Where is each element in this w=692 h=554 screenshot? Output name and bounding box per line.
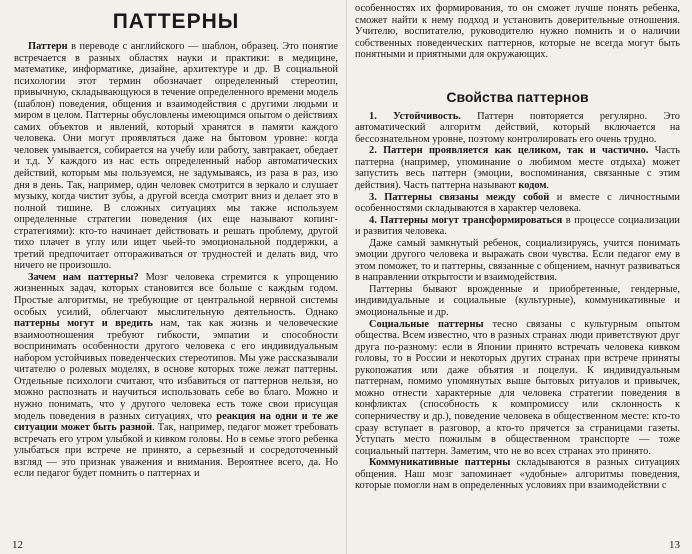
list-item-transform: [355, 215, 680, 238]
item-heading: 3. Паттерны связаны между собой: [369, 191, 550, 203]
text: . Так, например, педагог может требовать встречать его утром улыбкой и кивком головы. Но в семье этого ребенка улыбаться при встрече не принято, а серьезный и сосредоточенный взгляд — это признак уважения и внимания. Вероятнее всего, да. Но если педагог будет помнить о паттернах и: [14, 422, 338, 480]
text: Мозг человека стремится к упрощению жизненных задач, которых становится все больше с каждым годом. Простые алгоритмы, не требующие от центральной нервной системы особых усилий, облегчают мыслительную деятельность. Однако: [14, 271, 338, 318]
section-heading: Свойства паттернов: [446, 88, 589, 105]
term-communicative-patterns: Коммуникативные паттерны: [369, 457, 511, 469]
text: нам, так как жизнь и человеческие взаимоотношения требуют гибкости, эмпатии и способности воспринимать особенности другого человека с его индивидуальным набором устойчивых поведенческих стереотипов. Мы уже рассказывали читателю о ролевых моделях, в основе которых тоже лежат паттерны. Отдельные психологи считают, что избавиться от паттернов нельзя, но можно распознать и научиться использовать себе во благо. Можно и нужно понимать, что у другого человека есть тоже свои присущая модель поведения в разных ситуациях, что: [14, 318, 338, 422]
paragraph-pattern-types: Паттерны бывают врожденные и приобретенные, гендерные, индивидуальные и социальные (культурные), коммуникативные и эмоциональные и др.: [355, 283, 680, 319]
paragraph-child-socialization: Даже самый замкнутый ребенок, социализируясь, учится понимать эмоции другого человека и выражать свои чувства. Если педагог ему в этом поможет, то и паттерны, связанные с общением, начнут развиваться в направлении открытости и взаимодействия.: [355, 237, 680, 284]
right-page: [346, 0, 692, 554]
paragraph-why-patterns: [14, 272, 338, 480]
question-why-patterns: Зачем нам паттерны?: [28, 271, 139, 283]
term-pattern: Паттерн: [28, 41, 68, 52]
emphasis-different-reaction: реакция на одни и те же ситуации может быть разной: [14, 410, 338, 434]
emphasis-patterns-harm: паттерны могут и вредить: [14, 318, 153, 330]
item-heading: 1. Устойчивость.: [369, 110, 461, 122]
paragraph-communicative-patterns: [355, 457, 680, 492]
paragraph-continuation: особенностях их формирования, то он сможет лучше понять ребенка, сможет найти к нему подход и установить доверительные отношения. Учителю, воспитателю, руководителю нужно помнить и о наличии собственных поведенческих паттернов, которые не всегда могут быть понятными и приятными для окружающих.: [355, 3, 680, 61]
paragraph-social-patterns: [355, 319, 680, 458]
text: в переводе с английского — шаблон, образец. Это понятие встречается в разных областях науки и практики: в медицине, математике, информатике, дизайне, архитектуре и др. В социальной психологии этот термин обозначает определенный стереотип, привычную, складывающуюся в течение определенного времени модель (шаблон) поведения, общения и взаимодействия с другими людьми и миром в целом. Паттерны обусловлены имеющимся опытом о действиях самих объектов и явлений, который хранятся в памяти каждого человека. Они могут проявляться даже на бытовом уровне: когда человек умывается, собирается на учебу или работу, завтракает, обедает и т.д. У каждого из нас есть определенный набор автоматических действий, которым мы пользуемся, не задумываясь, из раза в раз, изо дня в день. Так, например, один человек смотрится в зеркало и слушает музыку, когда чистит зубы, а другой всегда смотрит вниз и делает это в полной тишине. В сложных ситуациях мы также используем определенные стратегии поведения (их еще называют копинг-стратегиями): кто-то начинает действовать и решать проблему, другой тихо плачет в углу или ищет чьей-то эмоциональной поддержки, а третий предпочитает отгораживаться от трудностей и делать вид, что ничего не произошло.: [14, 41, 338, 272]
text: и вместе с личностными особенностями складываются в характер человека.: [355, 191, 680, 215]
item-heading: 4. Паттерны могут трансформироваться: [369, 214, 563, 226]
text: .: [546, 180, 550, 192]
list-item-connected: [355, 192, 680, 215]
paragraph-pattern-definition: [14, 41, 338, 272]
term-social-patterns: Социальные паттерны: [369, 318, 484, 330]
text: Паттерн повторяется регулярно. Это автоматический алгоритм действий, который включается на бессознательном уровне, поэтому контролировать его очень трудно.: [355, 110, 680, 145]
page-number-left: 12: [12, 539, 23, 551]
item-heading: 2. Паттерн проявляется как целиком, так и частично.: [369, 145, 649, 157]
text: в процессе социализации и развития человека.: [355, 214, 680, 238]
text: складываются в разных ситуациях общения. Наш мозг запоминает «удобные» алгоритмы поведения, которые помогли нам в определенных условиях при взаимодействии с: [355, 457, 680, 492]
text: тесно связаны с культурным опытом общества. Всем известно, что в разных странах люди приветствуют друг друга по-разному: если в Японии принято встречать человека кивком головы, то в России и некоторых других странах при встрече приняты рукопожатия или даже объятия и поцелуи. К индивидуальным паттернам, помимо упомянутых выше бытовых ритуалов и привычек, можно отнести характерные для человека стратегии поведения в конфликтах (способность к компромиссу или склонность к соперничеству и др.), поведение человека в общественном месте: кто-то сразу вступает в разговор, а кто-то прячется за страницами газеты. Уступать место пожилым в общественном транспорте — тоже социальный паттерн. Заметим, что не во всех странах это принято.: [355, 318, 680, 457]
page-title: ПАТТЕРНЫ: [112, 10, 240, 33]
term-code: кодом: [518, 180, 547, 192]
list-item-whole-partial: [355, 145, 680, 191]
text: Часть паттерна (например, упоминание о любимом месте отдыха) может запустить весь паттерн (эмоции, воспоминания, связанные с этим действия). Часть паттерна называют: [355, 145, 681, 192]
list-item-stability: [355, 111, 680, 146]
page-number-right: 13: [669, 539, 680, 551]
